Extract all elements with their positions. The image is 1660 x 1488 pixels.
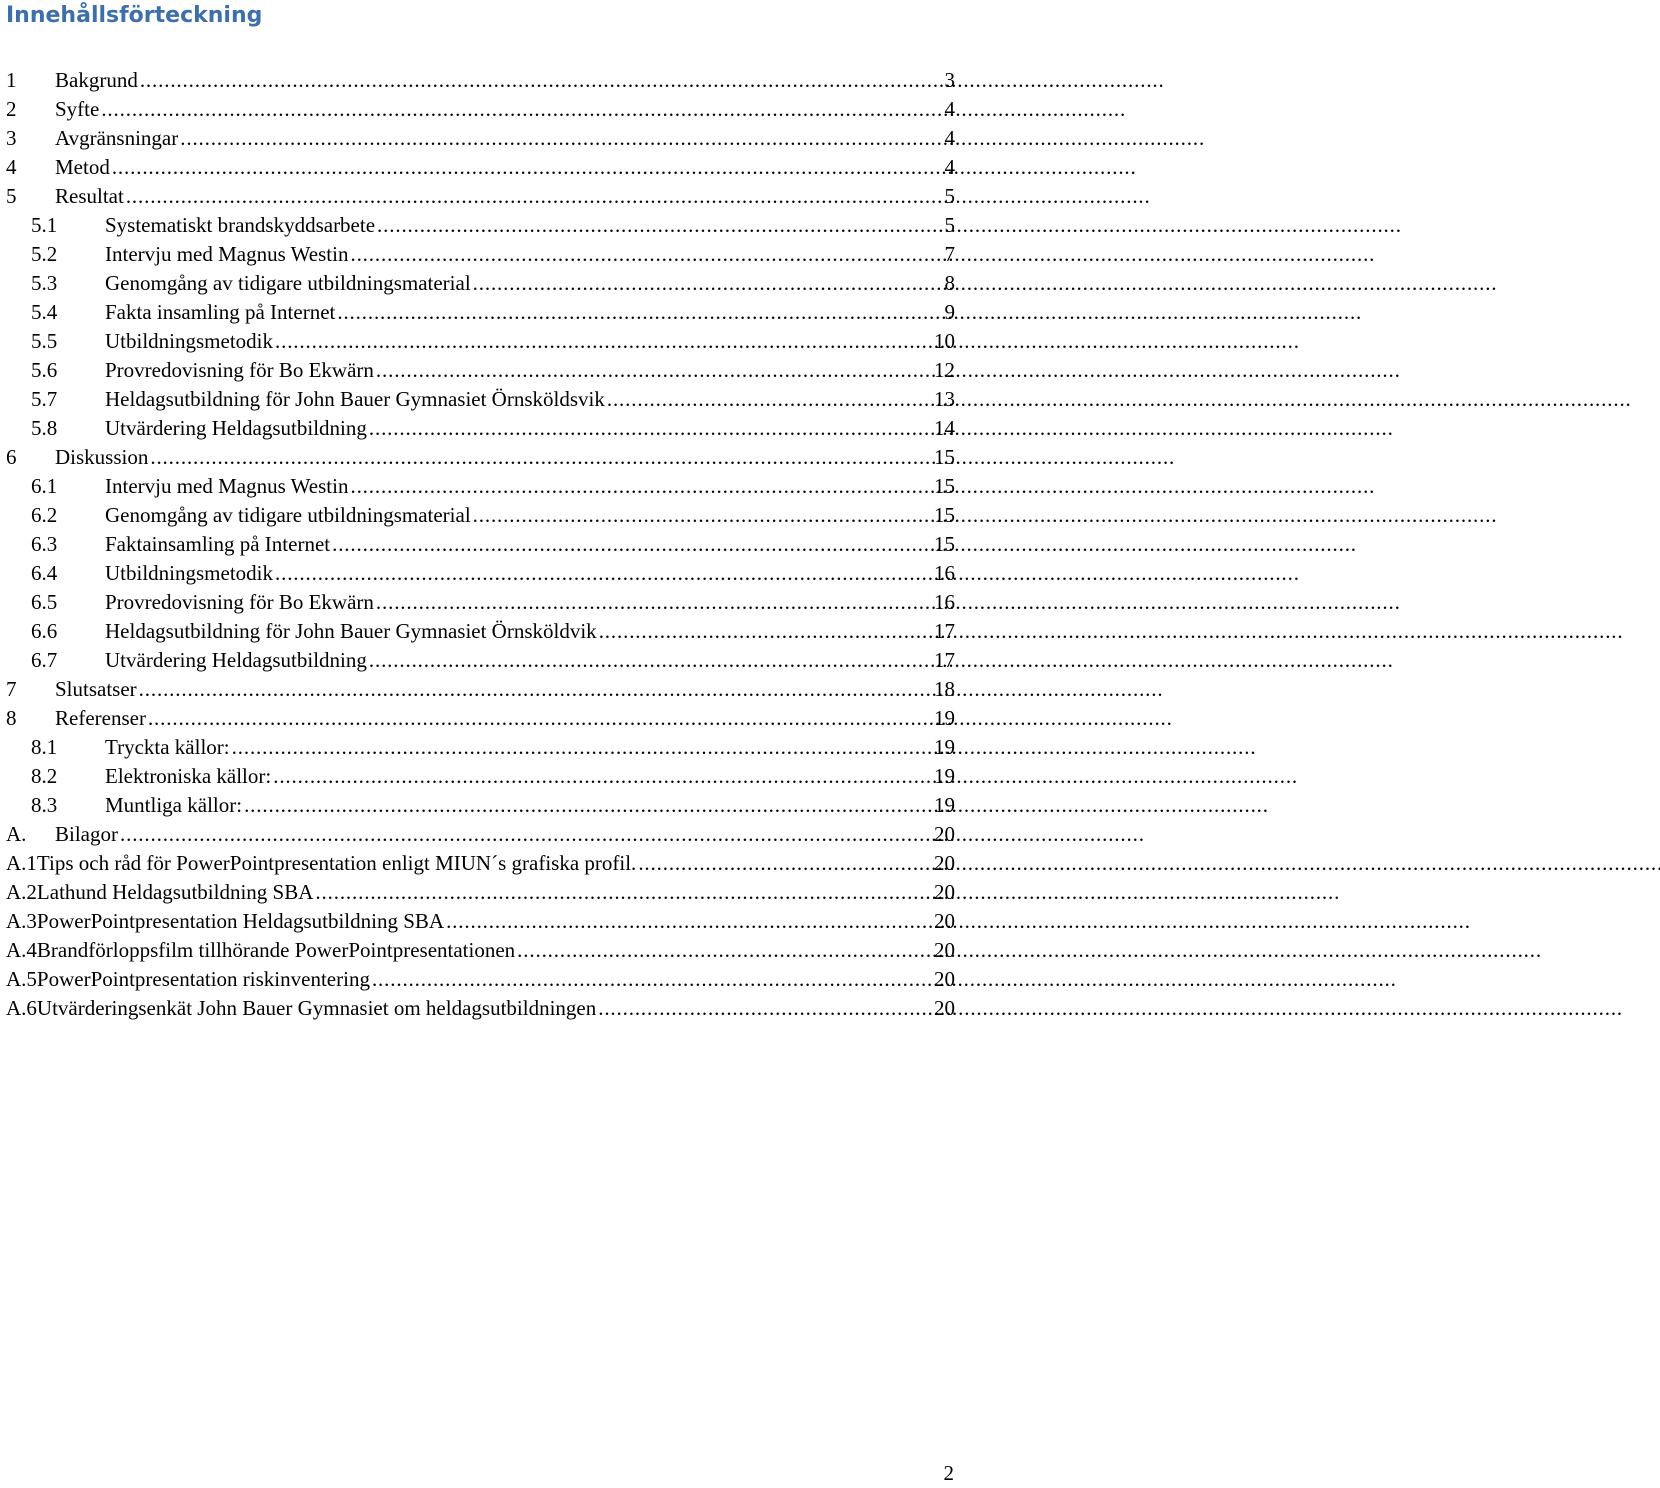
toc-entry-title: Heldagsutbildning för John Bauer Gymnasiet Örnsköldvik: [105, 619, 597, 643]
toc-entry-number: A.1: [6, 851, 37, 875]
toc-entry-page: 7: [944, 242, 955, 266]
toc-entry[interactable]: [6, 559, 955, 588]
toc-entry-page: 4: [944, 126, 955, 150]
toc-entry-page: 19: [934, 706, 955, 730]
toc-dot-leader: [275, 559, 932, 588]
toc-entry-title: Avgränsningar: [55, 126, 179, 150]
toc-entry-title: Bilagor: [55, 822, 118, 846]
toc-entry[interactable]: [6, 965, 955, 994]
toc-dot-leader: [150, 443, 932, 472]
toc-entry[interactable]: [6, 907, 955, 936]
toc-entry-title: Metod: [55, 155, 110, 179]
toc-entry[interactable]: [6, 849, 955, 878]
toc-entry[interactable]: [6, 211, 955, 240]
toc-entry-page: 20: [934, 909, 955, 933]
table-of-contents: [6, 66, 955, 1023]
toc-entry-title: Fakta insamling på Internet: [105, 300, 336, 324]
toc-entry-number: 8.3: [31, 793, 58, 817]
toc-entry[interactable]: [6, 646, 955, 675]
toc-dot-leader: [315, 878, 932, 907]
toc-dot-leader: [244, 791, 932, 820]
toc-entry-page: 19: [934, 793, 955, 817]
toc-entry-number: 6.4: [31, 561, 58, 585]
toc-entry-number: 5.4: [31, 300, 58, 324]
toc-entry[interactable]: [6, 182, 955, 211]
toc-dot-leader: [473, 269, 943, 298]
toc-entry-page: 14: [934, 416, 955, 440]
toc-entry-title: Faktainsamling på Internet: [105, 532, 331, 556]
toc-entry[interactable]: [6, 733, 955, 762]
toc-entry-title: Tips och råd för PowerPointpresentation enligt MIUN´s grafiska profil.: [36, 851, 637, 875]
toc-entry-number: A.6: [6, 996, 37, 1020]
toc-entry[interactable]: [6, 878, 955, 907]
toc-entry-number: 6.1: [31, 474, 58, 498]
toc-entry-page: 16: [934, 590, 955, 614]
toc-entry[interactable]: [6, 588, 955, 617]
toc-entry-title: Provredovisning för Bo Ekwärn: [105, 358, 374, 382]
toc-entry-number: 5.8: [31, 416, 58, 440]
toc-dot-leader: [232, 733, 932, 762]
toc-entry-number: 6.7: [31, 648, 58, 672]
toc-entry-title: Resultat: [55, 184, 124, 208]
toc-dot-leader: [120, 820, 932, 849]
toc-entry[interactable]: [6, 472, 955, 501]
toc-entry[interactable]: [6, 501, 955, 530]
toc-dot-leader: [350, 240, 942, 269]
toc-dot-leader: [599, 617, 932, 646]
toc-entry-title: Heldagsutbildning för John Bauer Gymnasiet Örnsköldsvik: [105, 387, 605, 411]
toc-dot-leader: [369, 646, 932, 675]
toc-dot-leader: [377, 211, 942, 240]
toc-entry-number: A.2: [6, 880, 37, 904]
toc-entry-number: 7: [6, 677, 17, 701]
toc-entry[interactable]: [6, 327, 955, 356]
toc-entry-number: 6.5: [31, 590, 58, 614]
toc-entry-number: 2: [6, 97, 17, 121]
toc-entry-title: Utvärdering Heldagsutbildning: [105, 416, 367, 440]
toc-entry-number: 3: [6, 126, 17, 150]
toc-entry-page: 20: [934, 880, 955, 904]
toc-entry-number: 5.3: [31, 271, 58, 295]
toc-entry-page: 13: [934, 387, 955, 411]
toc-entry-number: 5.7: [31, 387, 58, 411]
toc-entry-page: 20: [934, 851, 955, 875]
toc-entry[interactable]: [6, 704, 955, 733]
toc-entry-number: A.3: [6, 909, 37, 933]
toc-entry-number: A.5: [6, 967, 37, 991]
toc-entry[interactable]: [6, 675, 955, 704]
toc-dot-leader: [273, 762, 932, 791]
toc-entry-title: Utvärderingsenkät John Bauer Gymnasiet om heldagsutbildningen: [36, 996, 597, 1020]
toc-dot-leader: [350, 472, 932, 501]
toc-entry-title: Syfte: [55, 97, 100, 121]
toc-entry-number: 5: [6, 184, 17, 208]
toc-dot-leader: [337, 298, 942, 327]
toc-entry-page: 5: [944, 213, 955, 237]
toc-dot-leader: [139, 675, 932, 704]
toc-entry[interactable]: [6, 820, 955, 849]
toc-dot-leader: [473, 501, 932, 530]
toc-dot-leader: [446, 907, 932, 936]
toc-dot-leader: [140, 66, 943, 95]
toc-entry-title: Slutsatser: [55, 677, 137, 701]
toc-entry-page: 4: [944, 97, 955, 121]
toc-dot-leader: [598, 994, 932, 1023]
toc-entry-page: 9: [944, 300, 955, 324]
toc-entry-title: Brandförloppsfilm tillhörande PowerPointpresentationen: [36, 938, 516, 962]
toc-entry-page: 15: [934, 532, 955, 556]
toc-entry[interactable]: [6, 414, 955, 443]
toc-entry-title: Diskussion: [55, 445, 149, 469]
toc-entry[interactable]: [6, 762, 955, 791]
toc-entry[interactable]: [6, 153, 955, 182]
toc-entry-number: 6.3: [31, 532, 58, 556]
toc-entry-page: 4: [944, 155, 955, 179]
toc-entry[interactable]: [6, 994, 955, 1023]
toc-dot-leader: [376, 588, 932, 617]
toc-entry[interactable]: [6, 443, 955, 472]
toc-entry-page: 16: [934, 561, 955, 585]
toc-entry-title: Provredovisning för Bo Ekwärn: [105, 590, 374, 614]
toc-dot-leader: [112, 153, 943, 182]
toc-entry[interactable]: [6, 124, 955, 153]
toc-entry-title: Referenser: [55, 706, 146, 730]
toc-entry-page: 17: [934, 619, 955, 643]
toc-dot-leader: [180, 124, 942, 153]
toc-entry-title: Systematiskt brandskyddsarbete: [105, 213, 376, 237]
toc-entry-title: Muntliga källor:: [105, 793, 243, 817]
toc-dot-leader: [101, 95, 942, 124]
toc-entry-page: 3: [944, 68, 955, 92]
toc-entry[interactable]: [6, 791, 955, 820]
toc-entry-page: 8: [944, 271, 955, 295]
toc-entry-title: PowerPointpresentation riskinventering: [36, 967, 370, 991]
toc-entry-number: 1: [6, 68, 17, 92]
toc-entry-title: Lathund Heldagsutbildning SBA: [36, 880, 314, 904]
toc-entry[interactable]: [6, 530, 955, 559]
toc-entry-page: 17: [934, 648, 955, 672]
toc-heading: Innehållsförteckning: [6, 3, 263, 28]
toc-entry-number: 8: [6, 706, 17, 730]
toc-dot-leader: [517, 936, 932, 965]
toc-entry-page: 19: [934, 764, 955, 788]
toc-dot-leader: [376, 356, 932, 385]
toc-entry-title: Elektroniska källor:: [105, 764, 272, 788]
toc-entry-number: 8.2: [31, 764, 58, 788]
toc-entry-number: A.4: [6, 938, 37, 962]
toc-entry-number: 5.6: [31, 358, 58, 382]
toc-entry[interactable]: [6, 385, 955, 414]
toc-entry-title: Utbildningsmetodik: [105, 561, 273, 585]
toc-entry-number: A.: [6, 822, 27, 846]
toc-dot-leader: [126, 182, 943, 211]
toc-entry-page: 19: [934, 735, 955, 759]
toc-entry[interactable]: [6, 240, 955, 269]
toc-dot-leader: [638, 849, 932, 878]
toc-entry-page: 5: [944, 184, 955, 208]
toc-entry-number: 6: [6, 445, 17, 469]
toc-entry-page: 20: [934, 938, 955, 962]
toc-entry[interactable]: [6, 66, 955, 95]
toc-entry-title: Intervju med Magnus Westin: [105, 474, 349, 498]
toc-entry[interactable]: [6, 298, 955, 327]
toc-entry[interactable]: [6, 936, 955, 965]
toc-entry-title: PowerPointpresentation Heldagsutbildning SBA: [36, 909, 445, 933]
toc-entry-number: 6.6: [31, 619, 58, 643]
toc-entry-title: Bakgrund: [55, 68, 138, 92]
toc-dot-leader: [369, 414, 932, 443]
toc-entry-page: 15: [934, 503, 955, 527]
toc-entry-number: 5.1: [31, 213, 58, 237]
toc-entry-title: Genomgång av tidigare utbildningsmaterial: [105, 503, 471, 527]
toc-entry-page: 15: [934, 474, 955, 498]
toc-entry-page: 10: [934, 329, 955, 353]
toc-entry-title: Utvärdering Heldagsutbildning: [105, 648, 367, 672]
toc-entry[interactable]: [6, 95, 955, 124]
page-number: 2: [943, 1461, 954, 1485]
toc-entry-page: 15: [934, 445, 955, 469]
toc-entry[interactable]: [6, 617, 955, 646]
toc-dot-leader: [275, 327, 932, 356]
toc-entry-title: Tryckta källor:: [105, 735, 230, 759]
toc-entry-page: 12: [934, 358, 955, 382]
toc-entry-number: 5.5: [31, 329, 58, 353]
toc-entry-title: Utbildningsmetodik: [105, 329, 273, 353]
toc-entry-number: 6.2: [31, 503, 58, 527]
toc-entry-page: 20: [934, 996, 955, 1020]
toc-entry[interactable]: [6, 269, 955, 298]
toc-entry-title: Intervju med Magnus Westin: [105, 242, 349, 266]
toc-dot-leader: [607, 385, 932, 414]
toc-entry-number: 4: [6, 155, 17, 179]
toc-entry-number: 5.2: [31, 242, 58, 266]
toc-entry-page: 20: [934, 967, 955, 991]
toc-dot-leader: [372, 965, 932, 994]
toc-dot-leader: [332, 530, 932, 559]
toc-entry-number: 8.1: [31, 735, 58, 759]
toc-entry-title: Genomgång av tidigare utbildningsmaterial: [105, 271, 471, 295]
toc-entry-page: 20: [934, 822, 955, 846]
toc-dot-leader: [148, 704, 932, 733]
toc-entry[interactable]: [6, 356, 955, 385]
toc-entry-page: 18: [934, 677, 955, 701]
